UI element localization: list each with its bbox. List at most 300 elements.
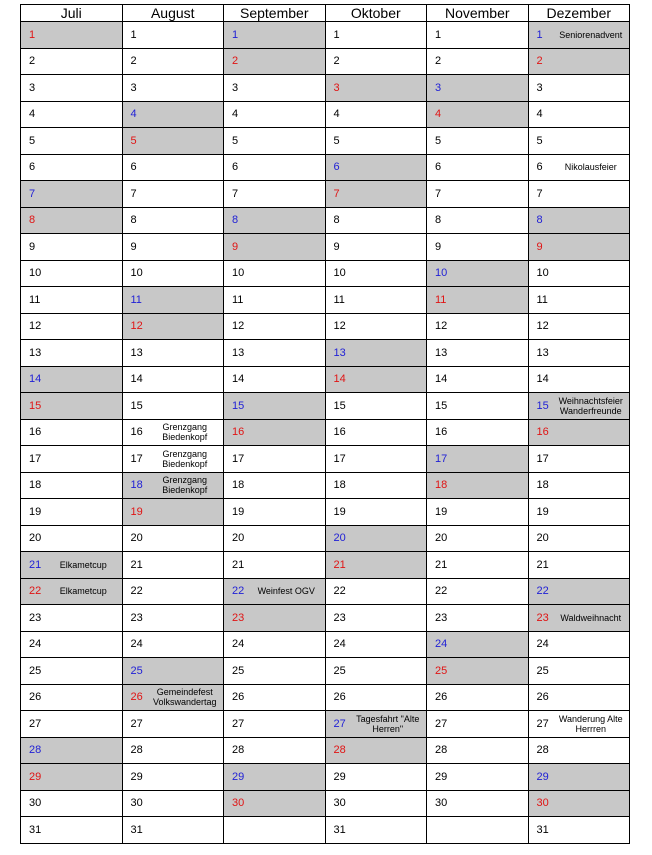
- day-number: 13: [333, 346, 346, 359]
- day-number: 7: [435, 187, 442, 200]
- day-cell: [528, 764, 630, 791]
- day-number: 16: [435, 426, 448, 439]
- month-header-august: August: [122, 5, 224, 22]
- day-cell: [122, 817, 224, 844]
- day-number: 19: [435, 505, 448, 518]
- day-number: 9: [536, 240, 543, 253]
- day-cell: [325, 154, 427, 181]
- day-number: 8: [333, 214, 340, 227]
- day-number: 15: [435, 399, 448, 412]
- day-number: 1: [333, 28, 340, 41]
- day-cell: [427, 684, 529, 711]
- day-cell: [21, 22, 123, 49]
- day-cell: [122, 366, 224, 393]
- day-row: [21, 472, 630, 499]
- day-number: 6: [536, 161, 543, 174]
- day-cell: [528, 684, 630, 711]
- day-number: 20: [435, 532, 448, 545]
- day-cell: [21, 764, 123, 791]
- day-cell: [325, 446, 427, 473]
- day-cell: [21, 154, 123, 181]
- day-number: 16: [333, 426, 346, 439]
- day-cell: [528, 525, 630, 552]
- day-cell: [427, 525, 529, 552]
- day-cell: [325, 790, 427, 817]
- day-number: 19: [130, 505, 143, 518]
- day-number: 15: [536, 399, 549, 412]
- day-cell: [528, 287, 630, 314]
- day-cell: [325, 22, 427, 49]
- day-cell: [122, 234, 224, 261]
- day-number: 18: [130, 479, 143, 492]
- day-cell: [122, 472, 224, 499]
- day-number: 22: [333, 585, 346, 598]
- day-cell: [224, 499, 326, 526]
- day-number: 18: [232, 479, 245, 492]
- day-cell: [21, 419, 123, 446]
- day-row: [21, 499, 630, 526]
- day-row: [21, 260, 630, 287]
- day-cell: [122, 260, 224, 287]
- day-cell: [21, 287, 123, 314]
- day-row: [21, 737, 630, 764]
- day-number: 12: [29, 320, 42, 333]
- day-number: 24: [232, 638, 245, 651]
- day-cell: [528, 22, 630, 49]
- day-number: 1: [435, 28, 442, 41]
- day-number: 21: [333, 558, 346, 571]
- day-number: 6: [29, 161, 36, 174]
- day-cell: [427, 817, 529, 844]
- day-number: 7: [232, 187, 239, 200]
- day-number: 4: [536, 108, 543, 121]
- day-cell: [224, 764, 326, 791]
- day-number: 19: [536, 505, 549, 518]
- event-label: Seniorenadvent: [559, 29, 623, 40]
- day-cell: [325, 101, 427, 128]
- day-cell: [325, 419, 427, 446]
- day-cell: [427, 128, 529, 155]
- day-cell: [528, 313, 630, 340]
- day-number: 11: [333, 293, 345, 306]
- day-number: 18: [536, 479, 549, 492]
- day-cell: [325, 817, 427, 844]
- event-label: Gemeindefest Volkswandertag: [152, 687, 217, 708]
- day-number: 17: [333, 452, 346, 465]
- day-number: 24: [435, 638, 448, 651]
- day-number: 3: [232, 81, 239, 94]
- day-cell: [122, 287, 224, 314]
- day-cell: [325, 737, 427, 764]
- day-cell: [528, 234, 630, 261]
- day-cell: [325, 711, 427, 738]
- day-cell: [21, 128, 123, 155]
- day-cell: [224, 631, 326, 658]
- day-number: 2: [130, 55, 137, 68]
- day-cell: [122, 48, 224, 75]
- day-number: 18: [29, 479, 42, 492]
- day-cell: [427, 631, 529, 658]
- day-number: 24: [29, 638, 42, 651]
- day-cell: [325, 366, 427, 393]
- day-number: 5: [130, 134, 137, 147]
- day-number: 10: [536, 267, 549, 280]
- month-header-oktober: Oktober: [325, 5, 427, 22]
- day-number: 17: [232, 452, 245, 465]
- day-cell: [427, 764, 529, 791]
- day-number: 16: [130, 426, 143, 439]
- day-cell: [21, 234, 123, 261]
- day-cell: [21, 631, 123, 658]
- day-number: 31: [130, 823, 143, 836]
- day-number: 28: [333, 744, 346, 757]
- day-cell: [224, 711, 326, 738]
- day-row: [21, 22, 630, 49]
- day-cell: [122, 313, 224, 340]
- day-cell: [122, 75, 224, 102]
- day-number: 13: [232, 346, 245, 359]
- day-row: [21, 658, 630, 685]
- day-number: 30: [130, 797, 143, 810]
- day-cell: [224, 75, 326, 102]
- day-row: [21, 711, 630, 738]
- event-label: Grenzgang Biedenkopf: [162, 448, 208, 469]
- day-number: 17: [536, 452, 549, 465]
- day-cell: [528, 75, 630, 102]
- event-label: Elkametcup: [59, 559, 107, 570]
- day-number: 24: [130, 638, 143, 651]
- day-number: 8: [536, 214, 543, 227]
- day-cell: [122, 764, 224, 791]
- day-cell: [224, 207, 326, 234]
- day-number: 28: [29, 744, 42, 757]
- day-number: 29: [435, 770, 448, 783]
- day-row: [21, 605, 630, 632]
- day-row: [21, 48, 630, 75]
- day-cell: [122, 128, 224, 155]
- day-cell: [528, 499, 630, 526]
- day-cell: [325, 340, 427, 367]
- day-cell: [427, 75, 529, 102]
- day-cell: [122, 578, 224, 605]
- day-number: 27: [130, 717, 143, 730]
- day-number: 29: [232, 770, 245, 783]
- day-number: 16: [536, 426, 549, 439]
- day-number: 10: [333, 267, 346, 280]
- day-number: 7: [130, 187, 137, 200]
- day-cell: [21, 552, 123, 579]
- day-cell: [325, 631, 427, 658]
- day-number: 10: [435, 267, 448, 280]
- day-cell: [427, 101, 529, 128]
- day-cell: [224, 419, 326, 446]
- day-number: 16: [29, 426, 42, 439]
- day-cell: [224, 684, 326, 711]
- day-cell: [325, 684, 427, 711]
- day-number: 12: [232, 320, 245, 333]
- day-cell: [528, 260, 630, 287]
- event-label: Weinfest OGV: [257, 586, 315, 597]
- day-number: 29: [536, 770, 549, 783]
- day-cell: [325, 260, 427, 287]
- day-cell: [21, 658, 123, 685]
- day-cell: [122, 22, 224, 49]
- day-cell: [325, 234, 427, 261]
- day-number: 10: [232, 267, 245, 280]
- day-number: 28: [435, 744, 448, 757]
- day-row: [21, 631, 630, 658]
- day-row: [21, 75, 630, 102]
- day-number: 13: [130, 346, 143, 359]
- day-cell: [427, 207, 529, 234]
- day-cell: [122, 525, 224, 552]
- day-number: 25: [232, 664, 245, 677]
- day-cell: [528, 737, 630, 764]
- day-cell: [427, 658, 529, 685]
- day-number: 12: [536, 320, 549, 333]
- day-cell: [528, 366, 630, 393]
- day-row: [21, 393, 630, 420]
- day-cell: [224, 22, 326, 49]
- day-cell: [325, 128, 427, 155]
- day-cell: [21, 817, 123, 844]
- day-cell: [325, 658, 427, 685]
- day-cell: [528, 472, 630, 499]
- day-row: [21, 234, 630, 261]
- day-cell: [224, 48, 326, 75]
- day-number: 25: [435, 664, 448, 677]
- day-cell: [122, 658, 224, 685]
- day-cell: [122, 605, 224, 632]
- day-number: 20: [536, 532, 549, 545]
- day-cell: [325, 764, 427, 791]
- day-number: 12: [130, 320, 143, 333]
- day-number: 3: [333, 81, 340, 94]
- day-cell: [427, 552, 529, 579]
- day-cell: [224, 737, 326, 764]
- day-number: 26: [29, 691, 42, 704]
- day-cell: [528, 711, 630, 738]
- day-number: 15: [333, 399, 346, 412]
- day-number: 18: [435, 479, 448, 492]
- day-number: 27: [232, 717, 245, 730]
- day-number: 22: [130, 585, 143, 598]
- event-label: Elkametcup: [59, 586, 107, 597]
- day-number: 31: [333, 823, 346, 836]
- day-cell: [325, 472, 427, 499]
- day-cell: [427, 446, 529, 473]
- day-number: 27: [536, 717, 549, 730]
- day-cell: [21, 366, 123, 393]
- day-cell: [427, 287, 529, 314]
- day-cell: [528, 101, 630, 128]
- day-number: 27: [435, 717, 448, 730]
- day-number: 15: [29, 399, 42, 412]
- day-number: 9: [29, 240, 36, 253]
- day-cell: [21, 340, 123, 367]
- day-cell: [122, 737, 224, 764]
- day-cell: [122, 181, 224, 208]
- day-number: 21: [232, 558, 245, 571]
- day-number: 26: [232, 691, 245, 704]
- day-cell: [528, 128, 630, 155]
- day-cell: [224, 658, 326, 685]
- day-number: 22: [29, 585, 42, 598]
- day-cell: [528, 658, 630, 685]
- day-cell: [427, 605, 529, 632]
- day-number: 17: [130, 452, 143, 465]
- day-number: 5: [333, 134, 340, 147]
- day-number: 15: [232, 399, 245, 412]
- day-number: 18: [333, 479, 346, 492]
- day-cell: [122, 631, 224, 658]
- day-number: 23: [536, 611, 549, 624]
- day-number: 28: [130, 744, 143, 757]
- day-cell: [21, 525, 123, 552]
- day-number: 21: [29, 558, 42, 571]
- day-number: 21: [130, 558, 143, 571]
- day-number: 22: [232, 585, 245, 598]
- day-number: 23: [333, 611, 346, 624]
- day-number: 22: [435, 585, 448, 598]
- day-cell: [224, 287, 326, 314]
- day-number: 10: [130, 267, 143, 280]
- day-cell: [21, 605, 123, 632]
- day-number: 17: [435, 452, 448, 465]
- day-cell: [224, 446, 326, 473]
- day-number: 25: [29, 664, 42, 677]
- day-row: [21, 287, 630, 314]
- day-cell: [21, 313, 123, 340]
- day-number: 20: [130, 532, 143, 545]
- day-cell: [528, 631, 630, 658]
- day-cell: [427, 48, 529, 75]
- day-number: 23: [435, 611, 448, 624]
- day-cell: [528, 207, 630, 234]
- day-number: 26: [130, 691, 143, 704]
- day-cell: [224, 605, 326, 632]
- day-number: 12: [435, 320, 448, 333]
- day-cell: [325, 552, 427, 579]
- day-row: [21, 101, 630, 128]
- day-cell: [122, 340, 224, 367]
- day-row: [21, 525, 630, 552]
- month-header-september: September: [224, 5, 326, 22]
- day-cell: [21, 101, 123, 128]
- day-cell: [427, 419, 529, 446]
- day-cell: [528, 817, 630, 844]
- day-number: 5: [536, 134, 543, 147]
- day-cell: [325, 207, 427, 234]
- day-number: 3: [130, 81, 137, 94]
- day-number: 6: [435, 161, 442, 174]
- day-cell: [325, 287, 427, 314]
- day-number: 2: [232, 55, 239, 68]
- day-cell: [21, 737, 123, 764]
- event-label: Grenzgang Biedenkopf: [162, 475, 208, 496]
- day-cell: [21, 790, 123, 817]
- day-number: 4: [333, 108, 340, 121]
- day-cell: [224, 552, 326, 579]
- day-number: 9: [130, 240, 137, 253]
- day-cell: [528, 419, 630, 446]
- day-row: [21, 817, 630, 844]
- day-number: 6: [232, 161, 239, 174]
- day-cell: [325, 578, 427, 605]
- day-number: 7: [29, 187, 36, 200]
- day-number: 23: [232, 611, 245, 624]
- month-header-row: [21, 5, 630, 22]
- day-number: 11: [29, 293, 41, 306]
- day-cell: [224, 340, 326, 367]
- day-number: 26: [435, 691, 448, 704]
- day-number: 4: [29, 108, 36, 121]
- day-cell: [21, 260, 123, 287]
- day-cell: [325, 499, 427, 526]
- day-number: 27: [333, 717, 346, 730]
- day-cell: [427, 366, 529, 393]
- day-number: 13: [435, 346, 448, 359]
- day-cell: [224, 101, 326, 128]
- day-number: 9: [333, 240, 340, 253]
- day-cell: [528, 154, 630, 181]
- day-number: 19: [232, 505, 245, 518]
- day-cell: [21, 446, 123, 473]
- day-number: 14: [435, 373, 448, 386]
- day-cell: [122, 154, 224, 181]
- day-row: [21, 764, 630, 791]
- day-number: 1: [29, 28, 36, 41]
- day-cell: [427, 313, 529, 340]
- event-label: Weihnachtsfeier Wanderfreunde: [558, 395, 623, 416]
- day-cell: [122, 419, 224, 446]
- day-number: 3: [536, 81, 543, 94]
- event-label: Wanderung Alte Herrren: [558, 713, 623, 734]
- day-number: 17: [29, 452, 42, 465]
- day-number: 8: [435, 214, 442, 227]
- day-number: 5: [435, 134, 442, 147]
- day-number: 9: [232, 240, 239, 253]
- day-number: 30: [536, 797, 549, 810]
- day-cell: [427, 260, 529, 287]
- event-label: Waldweihnacht: [560, 612, 622, 623]
- day-cell: [427, 499, 529, 526]
- calendar-table: [20, 4, 630, 844]
- day-number: 26: [333, 691, 346, 704]
- day-cell: [427, 472, 529, 499]
- day-cell: [21, 75, 123, 102]
- day-cell: [427, 578, 529, 605]
- day-number: 23: [130, 611, 143, 624]
- day-cell: [21, 684, 123, 711]
- day-number: 12: [333, 320, 346, 333]
- day-row: [21, 684, 630, 711]
- day-cell: [21, 393, 123, 420]
- day-cell: [427, 790, 529, 817]
- day-number: 8: [232, 214, 239, 227]
- day-number: 11: [536, 293, 548, 306]
- day-number: 1: [536, 28, 543, 41]
- day-number: 5: [29, 134, 36, 147]
- day-number: 22: [536, 585, 549, 598]
- day-cell: [21, 207, 123, 234]
- day-cell: [122, 499, 224, 526]
- day-row: [21, 340, 630, 367]
- day-cell: [427, 181, 529, 208]
- day-row: [21, 446, 630, 473]
- day-number: 6: [333, 161, 340, 174]
- day-cell: [21, 181, 123, 208]
